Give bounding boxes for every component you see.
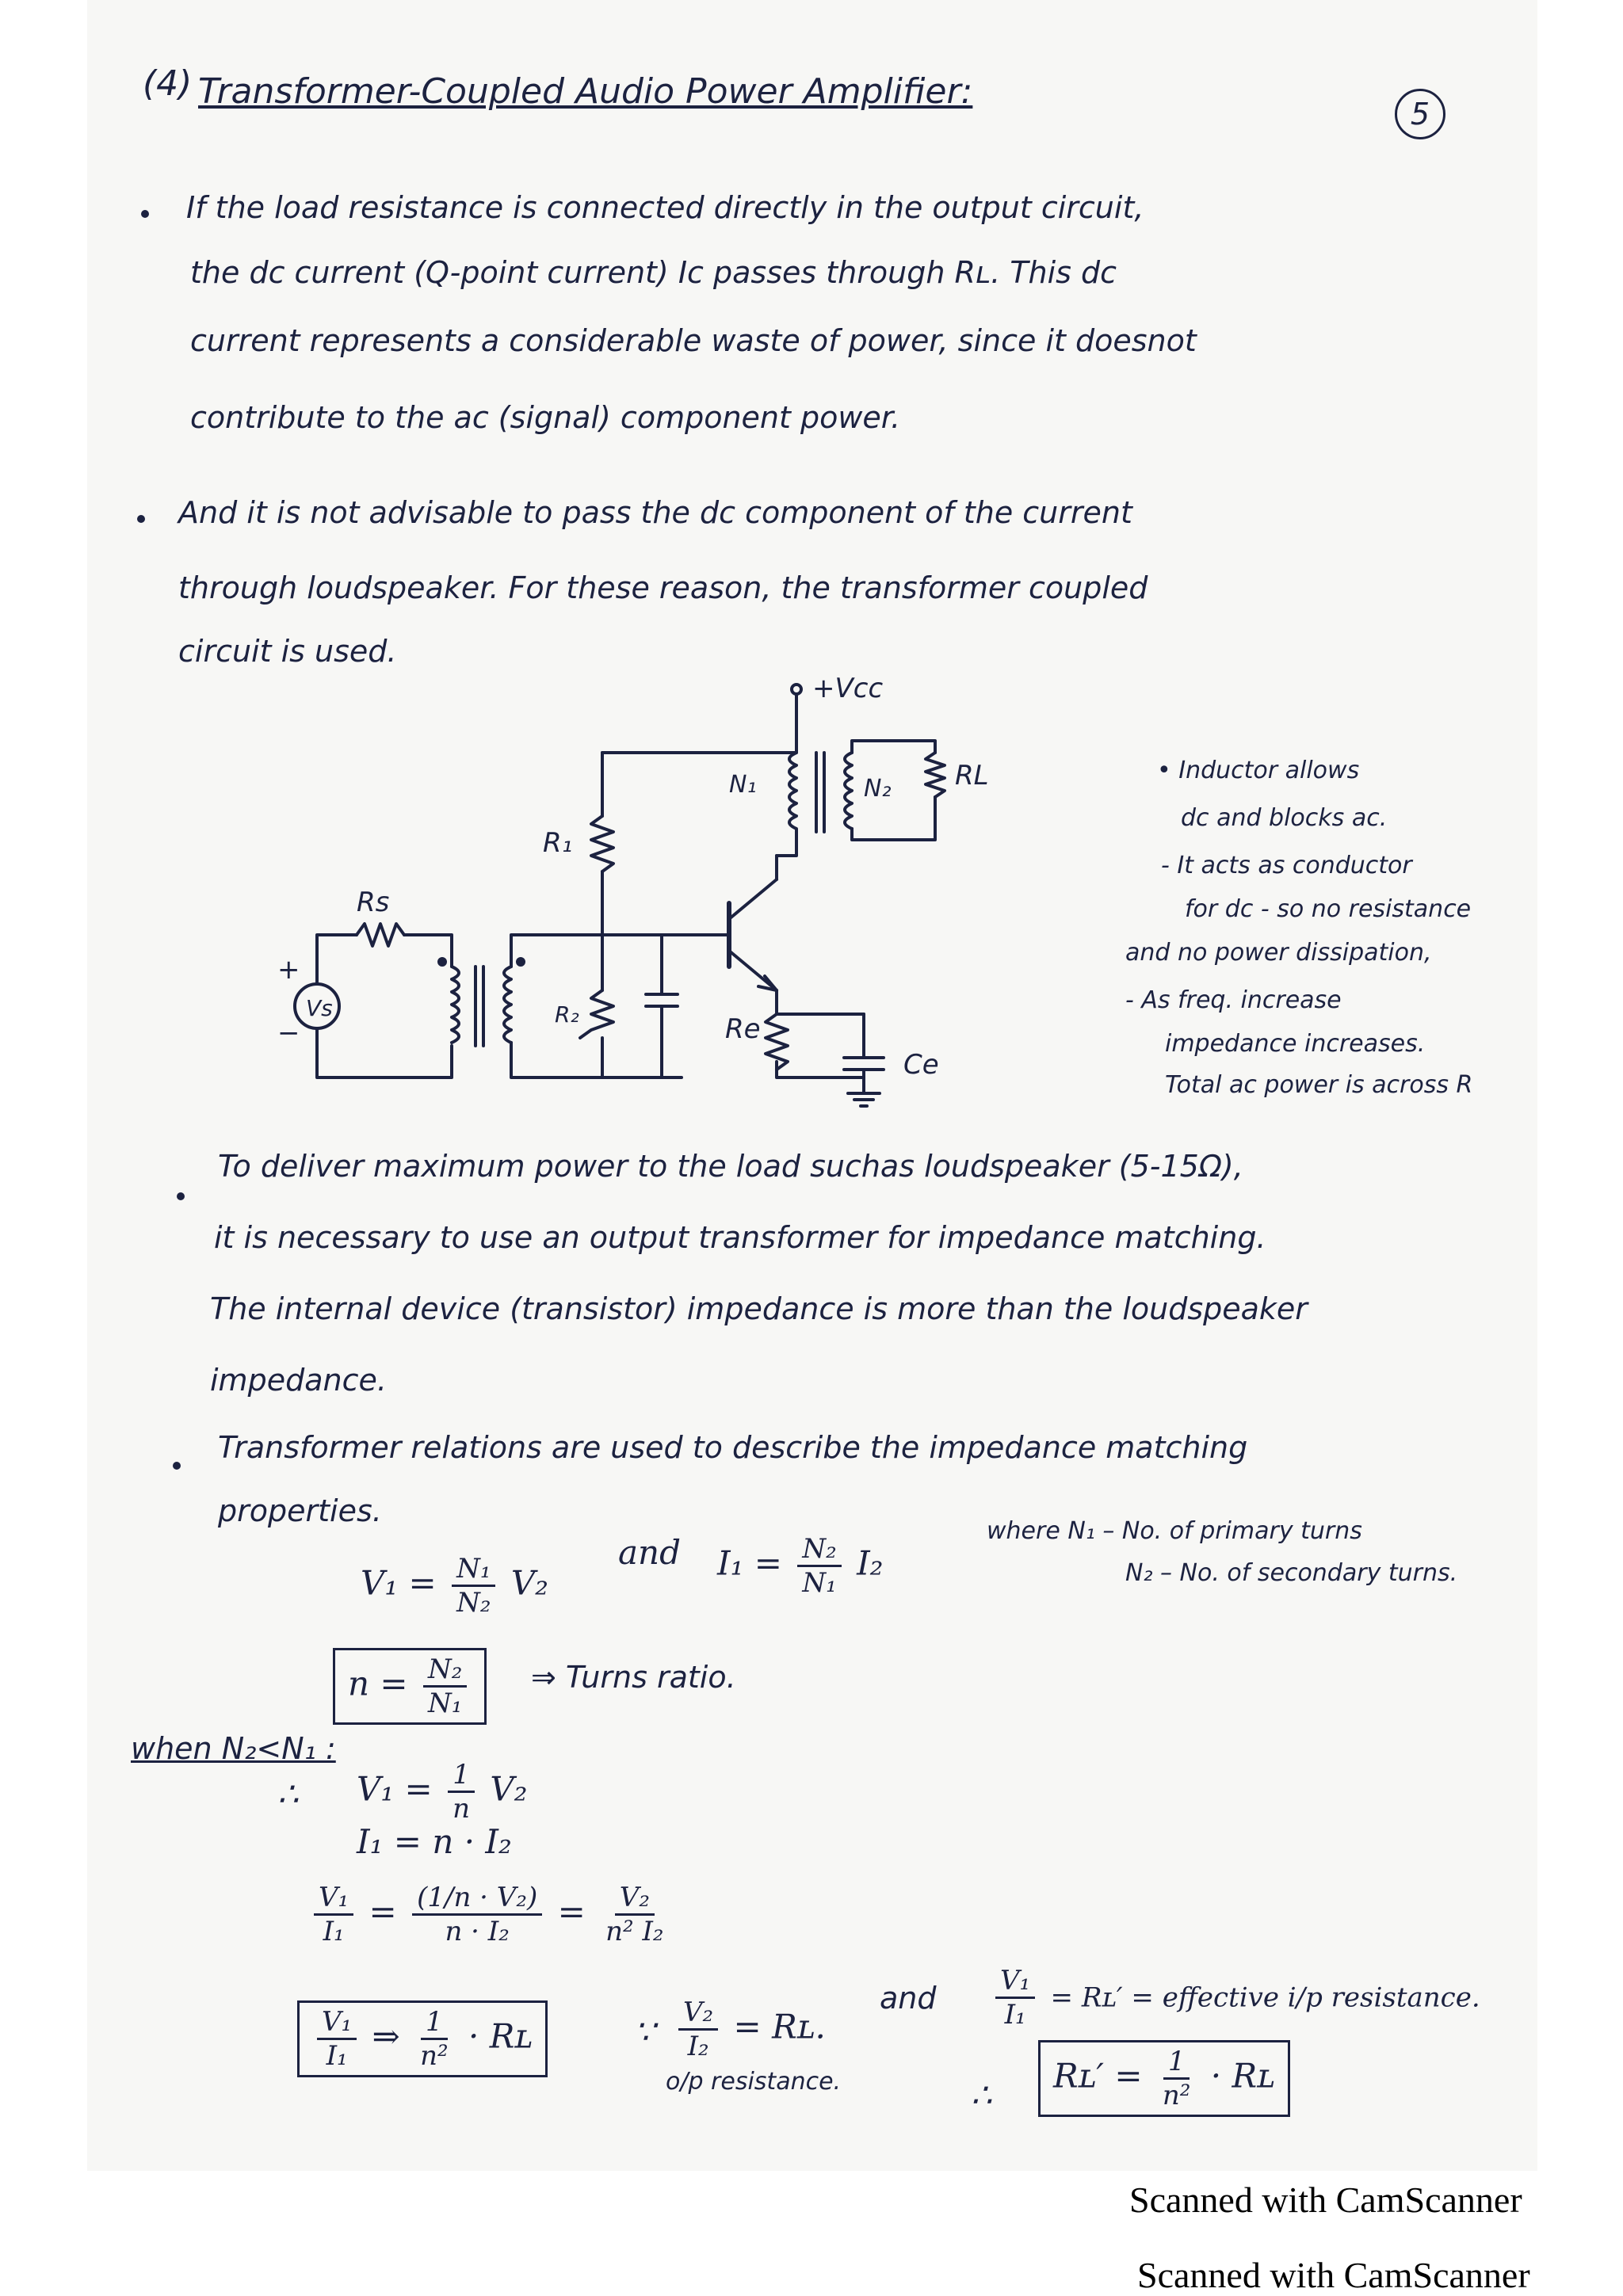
side-note: - It acts as conductor	[1161, 852, 1412, 879]
paragraph-line: impedance.	[210, 1363, 387, 1398]
source-wire	[317, 935, 357, 984]
output-resistance-eq	[674, 1997, 826, 2062]
side-note: impedance increases.	[1165, 1030, 1426, 1058]
and-word: and	[880, 1981, 937, 2016]
output-transformer-secondary	[845, 753, 852, 829]
camscanner-watermark: Scanned with CamScanner	[1137, 2255, 1530, 2295]
fraction	[1158, 2046, 1196, 2111]
rl-label: RL	[955, 760, 989, 791]
numerator: V₁	[995, 1965, 1035, 1999]
denominator: n	[453, 1793, 470, 1825]
re-label: Re	[725, 1013, 761, 1045]
ce-label: Ce	[903, 1049, 939, 1081]
therefore-symbol: ∴	[971, 2076, 992, 2115]
side-note: dc and blocks ac.	[1181, 804, 1388, 832]
op-resistance-label: o/p resistance.	[666, 2068, 842, 2096]
ratio-derivation	[309, 1882, 674, 1947]
paragraph-line: current represents a considerable waste of power, since it doesnot	[190, 323, 1197, 358]
fraction	[601, 1882, 668, 1947]
numerator: V₂	[678, 1997, 718, 2031]
eq-text: V₂	[490, 1769, 528, 1809]
eq-text: Rʟ′ =	[1053, 2056, 1143, 2096]
equation-i1-relation	[717, 1533, 884, 1599]
fraction	[412, 1882, 542, 1947]
numerator: V₁	[314, 1882, 353, 1916]
side-note: and no power dissipation,	[1125, 939, 1432, 967]
and-word: and	[618, 1533, 681, 1572]
r1-resistor	[591, 816, 613, 871]
numerator: N₂	[423, 1653, 467, 1688]
fraction	[423, 1653, 467, 1719]
input-transformer-primary	[452, 967, 459, 1043]
denominator: n²	[420, 2040, 449, 2072]
r2-resistor	[580, 990, 613, 1038]
where-note: where N₁ – No. of primary turns	[987, 1517, 1362, 1545]
turns-ratio-label: ⇒ Turns ratio.	[531, 1660, 736, 1695]
numerator: N₁	[452, 1553, 495, 1587]
r1-label: R₁	[543, 827, 573, 859]
source-wire	[317, 1028, 452, 1077]
paragraph-line: contribute to the ac (signal) component power.	[190, 400, 901, 435]
input-resistance-box	[297, 2000, 548, 2077]
turns-ratio-box	[333, 1648, 487, 1725]
minus-label: −	[277, 1017, 300, 1049]
bullet	[141, 210, 149, 218]
paragraph-line: To deliver maximum power to the load suchas loudspeaker (5-15Ω),	[218, 1149, 1243, 1184]
emitter-wire	[777, 990, 864, 1014]
eq-text: V₁ =	[361, 1563, 437, 1603]
side-note: • Inductor allows	[1157, 757, 1360, 784]
rs-label: Rs	[357, 887, 390, 918]
eq-text: · Rʟ	[1210, 2056, 1275, 2096]
side-note: - As freq. increase	[1125, 986, 1342, 1014]
denominator: I₂	[687, 2031, 709, 2062]
fraction	[317, 2006, 357, 2072]
n2-label: N₂	[864, 775, 892, 803]
where-note: N₂ – No. of secondary turns.	[1125, 1559, 1458, 1587]
eq-text: V₁ =	[357, 1769, 433, 1809]
eq-text: n =	[348, 1664, 408, 1703]
denominator: I₁	[326, 2040, 348, 2072]
transistor-emitter	[729, 951, 777, 990]
fraction	[314, 1882, 353, 1947]
rl-resistor	[926, 753, 945, 797]
paragraph-line: properties.	[218, 1493, 382, 1528]
final-result-box	[1038, 2040, 1290, 2117]
paragraph-line: it is necessary to use an output transformer for impedance matching.	[214, 1220, 1266, 1255]
denominator: n²	[1162, 2080, 1191, 2111]
implies-arrow: ⇒	[372, 2016, 400, 2056]
fraction	[415, 2006, 453, 2072]
denominator: N₂	[456, 1587, 491, 1619]
denominator: n · I₂	[445, 1916, 510, 1947]
r2-label: R₂	[555, 1001, 579, 1028]
paragraph-line: And it is not advisable to pass the dc component of the current	[178, 495, 1132, 530]
eq-text: V₂	[510, 1563, 548, 1603]
fraction	[448, 1759, 475, 1825]
effective-resistance-eq	[991, 1965, 1480, 2031]
fraction	[678, 1997, 718, 2062]
page-number-circle	[1395, 89, 1445, 139]
polarity-dot	[439, 959, 445, 965]
page-number: 5	[1410, 97, 1430, 132]
eq-text: = Rʟ′ = effective i/p resistance.	[1050, 1981, 1480, 2014]
numerator: (1/n · V₂)	[412, 1882, 542, 1916]
paragraph-line: through loudspeaker. For these reason, the transformer coupled	[178, 570, 1148, 605]
side-note: for dc - so no resistance	[1185, 895, 1472, 923]
polarity-dot	[517, 959, 524, 965]
eq-text: I₁ =	[717, 1543, 782, 1583]
fraction	[797, 1533, 841, 1599]
paragraph-line: circuit is used.	[178, 634, 397, 669]
n1-label: N₁	[729, 771, 757, 799]
input-transformer-secondary	[504, 967, 511, 1043]
paragraph-line: Transformer relations are used to describe the impedance matching	[218, 1430, 1248, 1465]
denominator: I₁	[1004, 1999, 1026, 2031]
eq-text: I₂	[857, 1543, 884, 1583]
bullet	[173, 1462, 181, 1470]
numerator: 1	[1163, 2046, 1190, 2080]
numerator: N₂	[797, 1533, 841, 1567]
eq-text: = Rʟ.	[733, 2007, 826, 2046]
numerator: V₁	[317, 2006, 357, 2040]
vcc-label: +Vcc	[812, 673, 884, 704]
condition-label: when N₂<N₁ :	[131, 1731, 336, 1766]
paragraph-line: the dc current (Q-point current) Iᴄ passes through Rʟ. This dc	[190, 255, 1117, 290]
section-number: (4)	[143, 63, 193, 104]
equation-v1-relation	[361, 1553, 548, 1619]
equals-sign: =	[369, 1892, 397, 1932]
page-title: Transformer-Coupled Audio Power Amplifier:	[198, 71, 973, 112]
paragraph-line: The internal device (transistor) impedance is more than the loudspeaker	[210, 1291, 1308, 1326]
fraction	[452, 1553, 495, 1619]
numerator: V₂	[615, 1882, 655, 1916]
denominator: N₁	[802, 1567, 837, 1599]
bias-wire	[511, 1043, 539, 1077]
denominator: I₁	[323, 1916, 345, 1947]
side-note: Total ac power is across R	[1165, 1071, 1473, 1099]
rs-resistor	[357, 924, 404, 946]
paragraph-line: If the load resistance is connected directly in the output circuit,	[186, 190, 1144, 225]
transistor-collector	[729, 879, 777, 919]
circuit-diagram	[238, 666, 1149, 1109]
load-wire	[852, 741, 935, 753]
equation-v1-n	[357, 1759, 528, 1825]
vs-label: Vs	[306, 995, 333, 1021]
eq-text: · Rʟ	[468, 2016, 533, 2056]
denominator: n² I₂	[605, 1916, 664, 1947]
bullet	[177, 1192, 185, 1200]
equals-sign: =	[557, 1892, 586, 1932]
because-symbol: ∵	[634, 2012, 655, 2051]
output-transformer-primary	[777, 694, 796, 856]
load-wire	[852, 797, 935, 840]
fraction	[995, 1965, 1035, 2031]
plus-label: +	[277, 954, 300, 986]
numerator: 1	[448, 1759, 475, 1793]
denominator: N₁	[427, 1688, 463, 1719]
camscanner-watermark: Scanned with CamScanner	[1129, 2180, 1522, 2220]
bullet	[137, 515, 145, 523]
vcc-wire	[602, 694, 796, 753]
numerator: 1	[421, 2006, 448, 2040]
therefore-symbol: ∴	[277, 1775, 299, 1814]
equation-i1-n: I₁ = n · I₂	[357, 1822, 512, 1861]
